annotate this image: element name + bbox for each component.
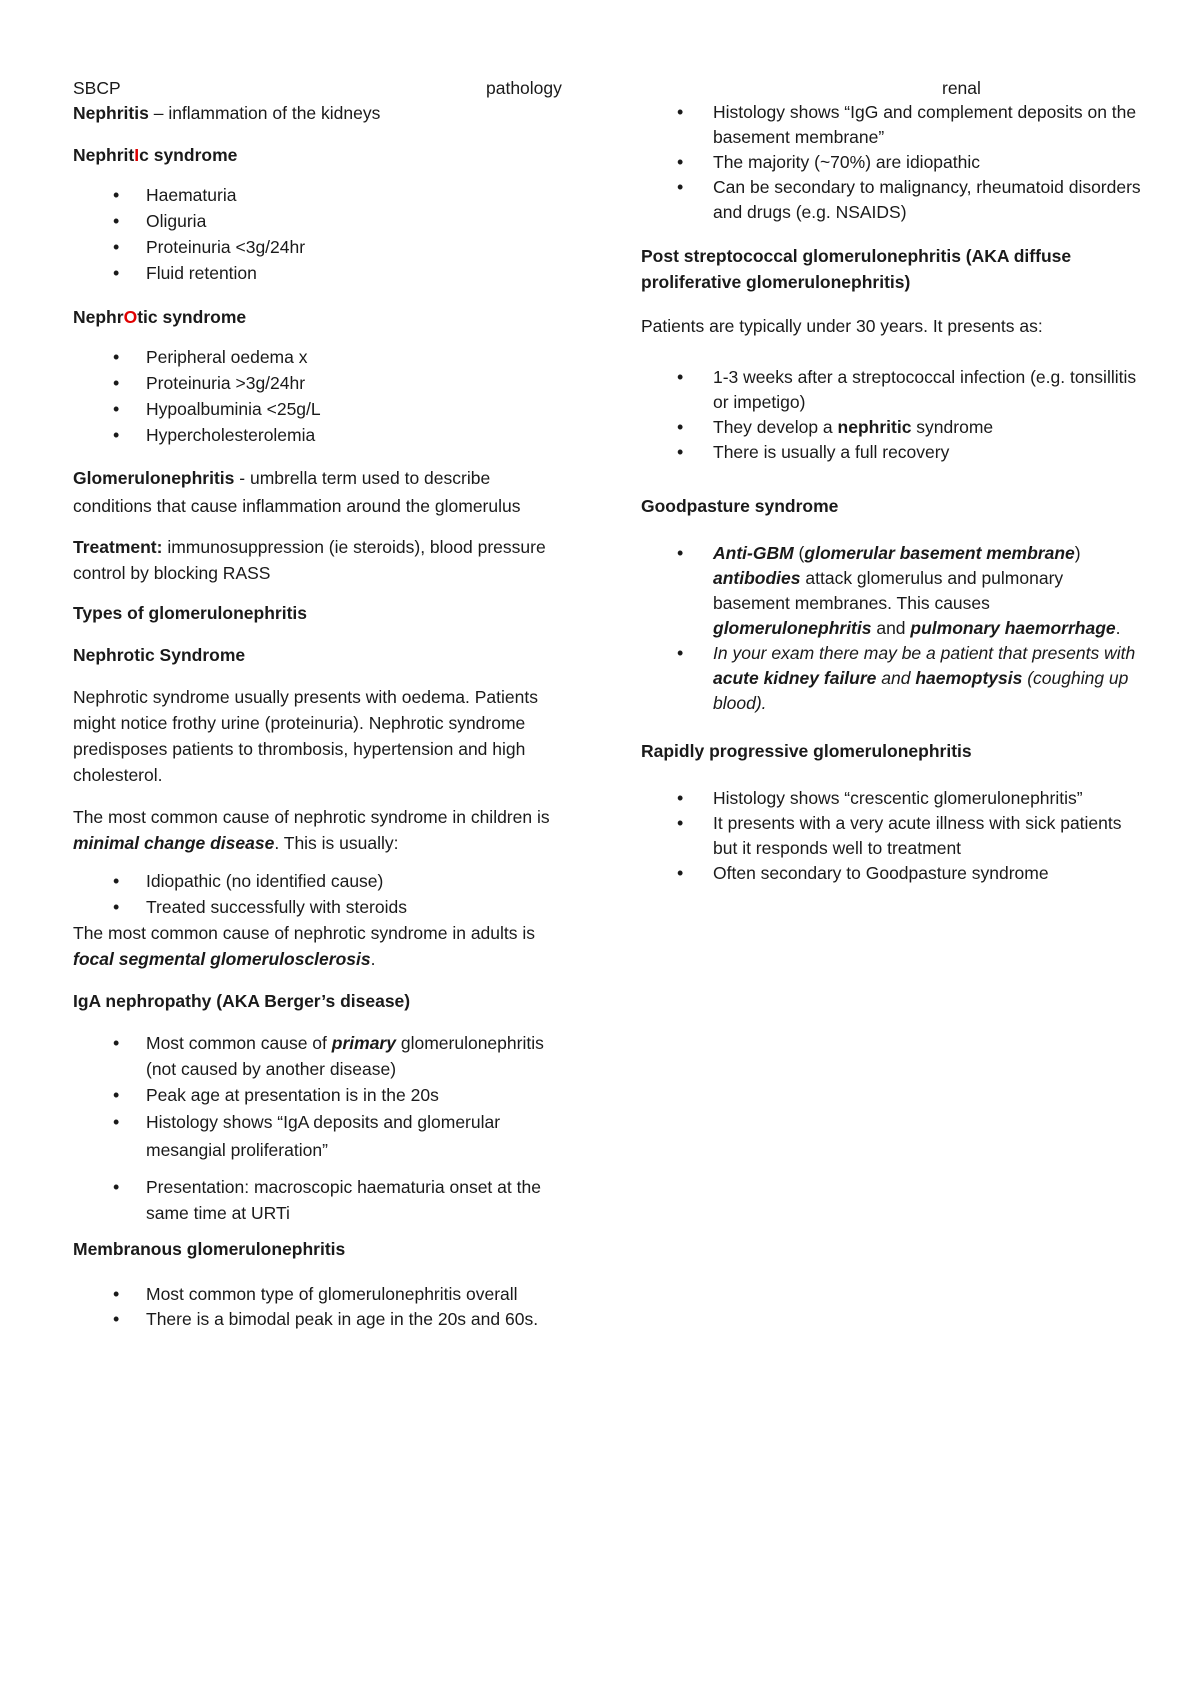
list-item: • There is a bimodal peak in age in the 20s and 60s. — [73, 1307, 573, 1332]
right-column — [641, 100, 1141, 900]
list-item: • Often secondary to Goodpasture syndrome — [641, 861, 1141, 886]
psgn-intro: Patients are typically under 30 years. It presents as: — [641, 316, 1043, 336]
list-item: • Most common cause of primary glomerulonephritis (not caused by another disease) — [73, 1030, 573, 1082]
list-item: • They develop a nephritic syndrome — [641, 415, 1141, 440]
header-right: renal — [942, 78, 981, 98]
membranous-list — [73, 1282, 573, 1332]
list-item: • Proteinuria <3g/24hr — [73, 234, 573, 260]
list-item: • It presents with a very acute illness with sick patients but it responds well to treatment — [641, 811, 1141, 861]
left-column — [73, 100, 573, 1346]
list-item: • Peak age at presentation is in the 20s — [73, 1082, 573, 1108]
goodpasture-list — [641, 541, 1141, 716]
glomerulonephritis-definition: Glomerulonephritis - umbrella term used to describe conditions that cause inflammation around the glomerulus — [73, 468, 521, 516]
membranous-continued-list — [641, 100, 1141, 225]
list-item: • Hypercholesterolemia — [73, 422, 573, 448]
nephritis-term: Nephritis — [73, 103, 149, 123]
nephrotic-paragraph: Nephrotic syndrome usually presents with oedema. Patients might notice frothy urine (proteinuria). Nephrotic syndrome predisposes patients to thrombosis, hypertension and high cholesterol. — [73, 687, 538, 785]
list-item: • There is usually a full recovery — [641, 440, 1141, 465]
list-item: • The majority (~70%) are idiopathic — [641, 150, 1141, 175]
children-paragraph: The most common cause of nephrotic syndrome in children is minimal change disease. This is usually: — [73, 807, 550, 853]
children-list — [73, 868, 573, 920]
list-item: • Histology shows “crescentic glomerulonephritis” — [641, 786, 1141, 811]
header-left: SBCP — [73, 78, 121, 98]
psgn-list — [641, 365, 1141, 465]
nephritic-heading: NephritIc syndrome — [73, 145, 238, 165]
list-item: • Proteinuria >3g/24hr — [73, 370, 573, 396]
list-item: • 1-3 weeks after a streptococcal infection (e.g. tonsillitis or impetigo) — [641, 365, 1141, 415]
header-center: pathology — [486, 78, 562, 98]
nephritis-def: – inflammation of the kidneys — [148, 103, 381, 123]
list-item: • Idiopathic (no identified cause) — [73, 868, 573, 894]
list-item: • Oliguria — [73, 208, 573, 234]
list-item: • Histology shows “IgG and complement deposits on the basement membrane” — [641, 100, 1141, 150]
nephritis-definition — [73, 100, 573, 126]
list-item: • Treated successfully with steroids — [73, 894, 573, 920]
nephritic-list — [73, 182, 573, 286]
goodpasture-heading: Goodpasture syndrome — [641, 496, 839, 516]
list-item: • Peripheral oedema x — [73, 344, 573, 370]
list-item: • Fluid retention — [73, 260, 573, 286]
nephrotic-heading: NephrOtic syndrome — [73, 307, 247, 327]
rpgn-heading: Rapidly progressive glomerulonephritis — [641, 741, 972, 761]
list-item: • Haematuria — [73, 182, 573, 208]
treatment-paragraph: Treatment: immunosuppression (ie steroids), blood pressure control by blocking RASS — [73, 537, 546, 583]
nephrotic-syndrome-heading: Nephrotic Syndrome — [73, 645, 246, 665]
psgn-heading: Post streptococcal glomerulonephritis (AKA diffuse proliferative glomerulonephritis) — [641, 246, 1072, 292]
list-item: • Anti-GBM (glomerular basement membrane) antibodies attack glomerulus and pulmonary basement membranes. This causes glomerulonephritis and pulmonary haemorrhage. — [641, 541, 1141, 641]
adults-paragraph: The most common cause of nephrotic syndrome in adults is focal segmental glomerulosclerosis. — [73, 923, 536, 969]
nephrotic-list — [73, 344, 573, 448]
list-item: • Histology shows “IgA deposits and glomerular mesangial proliferation” — [73, 1108, 573, 1164]
types-heading: Types of glomerulonephritis — [73, 603, 308, 623]
list-item: • Presentation: macroscopic haematuria onset at the same time at URTi — [73, 1174, 573, 1226]
list-item: • Hypoalbuminia <25g/L — [73, 396, 573, 422]
list-item: • In your exam there may be a patient that presents with acute kidney failure and haemoptysis (coughing up blood). — [641, 641, 1141, 716]
iga-list — [73, 1030, 573, 1226]
membranous-heading: Membranous glomerulonephritis — [73, 1239, 346, 1259]
rpgn-list — [641, 786, 1141, 886]
list-item: • Can be secondary to malignancy, rheumatoid disorders and drugs (e.g. NSAIDS) — [641, 175, 1141, 225]
iga-heading: IgA nephropathy (AKA Berger’s disease) — [73, 991, 411, 1011]
list-item: • Most common type of glomerulonephritis overall — [73, 1282, 573, 1307]
